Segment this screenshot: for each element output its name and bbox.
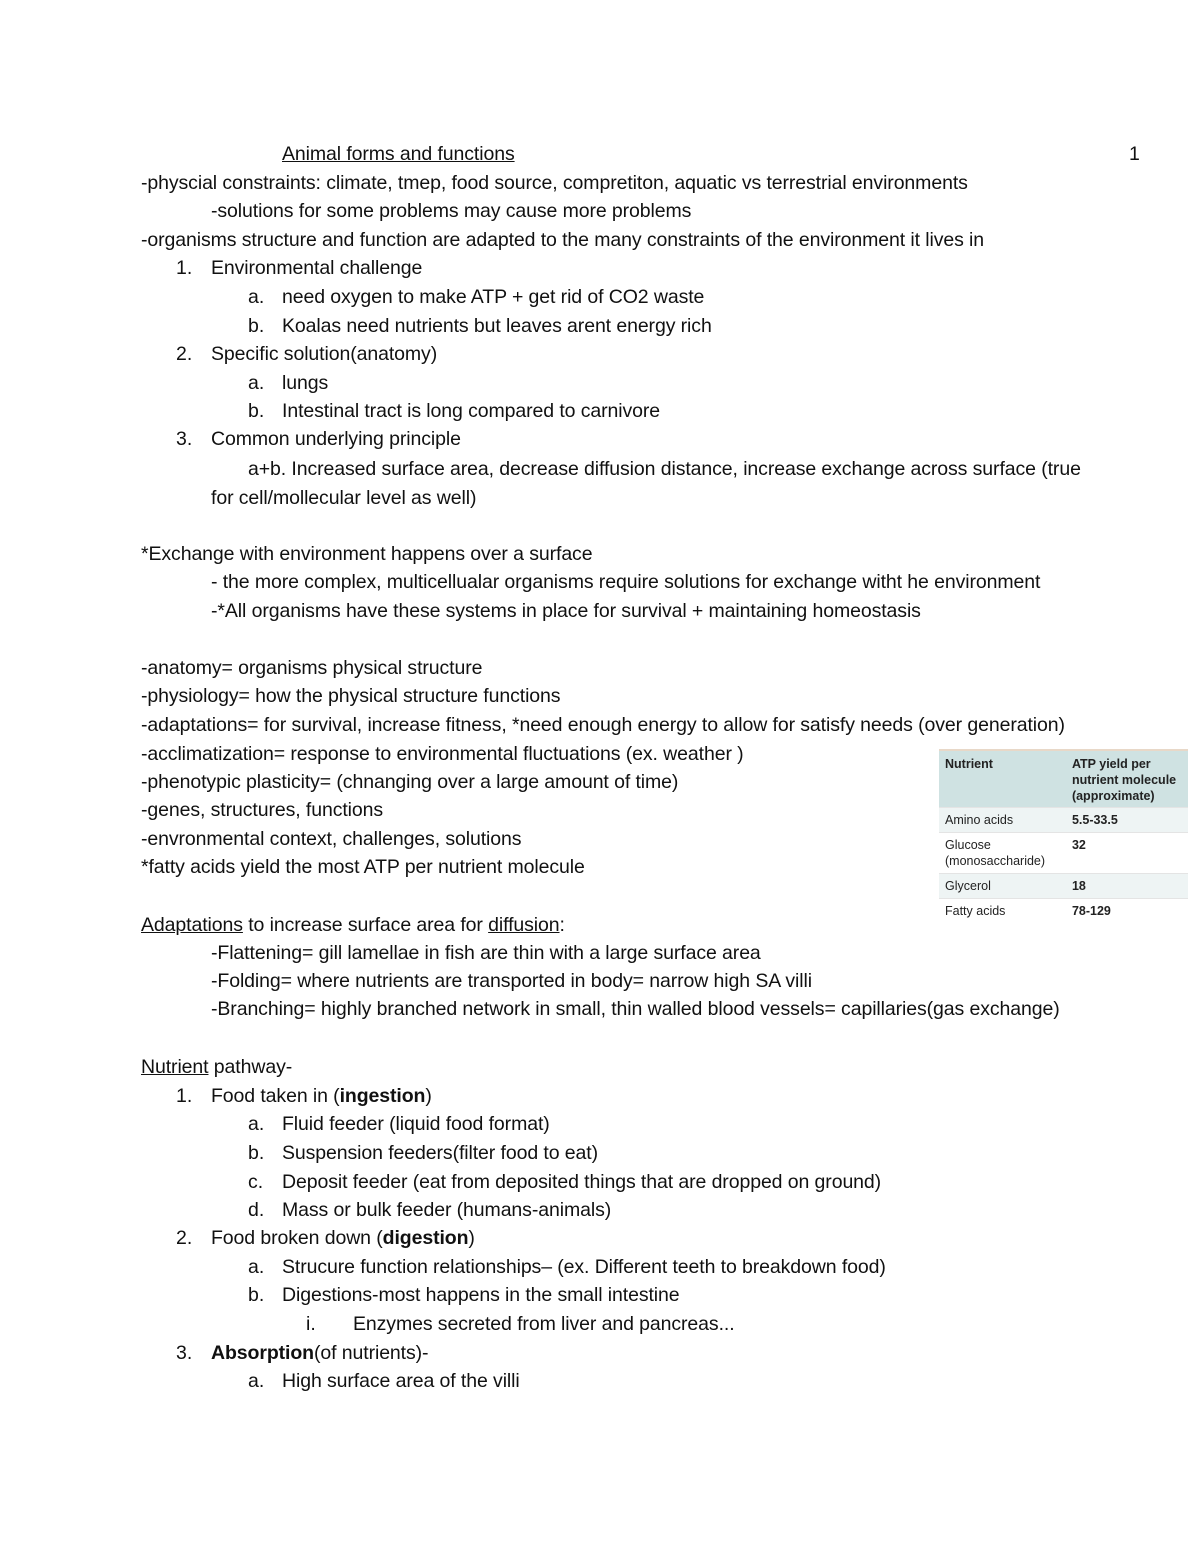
list-item: Specific solution(anatomy) (211, 343, 438, 365)
heading-diffusion: diffusion (488, 914, 560, 936)
list-letter: d. (248, 1199, 265, 1221)
note-line: -physiology= how the physical structure functions (141, 685, 561, 707)
item-text: Food broken down ( (211, 1227, 383, 1249)
list-item: lungs (282, 372, 329, 394)
heading-nutrient: Nutrient (141, 1056, 209, 1078)
list-item: for cell/mollecular level as well) (211, 487, 477, 509)
list-letter: a. (248, 1370, 265, 1392)
item-text: ) (425, 1085, 432, 1107)
table-cell: 5.5-33.5 (1071, 813, 1118, 827)
list-item: Deposit feeder (eat from deposited things that are dropped on ground) (282, 1171, 882, 1193)
list-letter: b. (248, 315, 265, 337)
list-item: Fluid feeder (liquid food format) (282, 1113, 550, 1135)
item-bold: digestion (382, 1227, 469, 1249)
list-letter: b. (248, 400, 265, 422)
table-row (939, 832, 1188, 873)
table-header (939, 749, 1188, 807)
heading-colon: : (559, 914, 565, 936)
item-bold: Absorption (211, 1342, 314, 1364)
list-item (211, 1084, 432, 1108)
section-heading (141, 913, 565, 937)
heading-adaptations: Adaptations (141, 914, 243, 936)
list-number: 3. (176, 1342, 193, 1364)
table-header-cell: ATP yield per nutrient molecule (approximate) (1071, 757, 1177, 803)
list-letter: a. (248, 1113, 265, 1135)
list-number: 1. (176, 1085, 193, 1107)
note-line: -phenotypic plasticity= (chnanging over a large amount of time) (141, 771, 679, 793)
section-heading (141, 1055, 292, 1079)
note-line: -adaptations= for survival, increase fitness, *need enough energy to allow for satisfy needs (over generation) (141, 714, 1065, 736)
table-row (939, 807, 1188, 832)
table-header-cell: Nutrient (945, 757, 993, 771)
list-letter: b. (248, 1284, 265, 1306)
table-cell: 78-129 (1071, 904, 1111, 918)
note-line: -physcial constraints: climate, tmep, food source, compretiton, aquatic vs terrestrial environments (141, 172, 968, 194)
note-line: *Exchange with environment happens over a surface (141, 543, 593, 565)
list-number: 2. (176, 343, 193, 365)
list-item (211, 1226, 475, 1250)
table-row (939, 873, 1188, 898)
list-item: Mass or bulk feeder (humans-animals) (282, 1199, 612, 1221)
list-item: need oxygen to make ATP + get rid of CO2 waste (282, 286, 705, 308)
table-row (939, 898, 1188, 923)
page-title: Animal forms and functions (282, 143, 515, 165)
note-line: -genes, structures, functions (141, 799, 384, 821)
list-number: 2. (176, 1227, 193, 1249)
list-item: Common underlying principle (211, 428, 461, 450)
list-item (211, 1341, 428, 1365)
note-line: -solutions for some problems may cause more problems (211, 200, 692, 222)
list-item: Suspension feeders(filter food to eat) (282, 1142, 598, 1164)
note-line: -*All organisms have these systems in place for survival + maintaining homeostasis (211, 600, 921, 622)
note-line: -Branching= highly branched network in small, thin walled blood vessels= capillaries(gas exchange) (211, 998, 1060, 1020)
list-item: Intestinal tract is long compared to carnivore (282, 400, 661, 422)
list-letter: a. (248, 286, 265, 308)
atp-yield-table (939, 749, 1188, 923)
list-item: Strucure function relationships– (ex. Different teeth to breakdown food) (282, 1256, 886, 1278)
table-cell: Amino acids (945, 813, 1014, 827)
item-text: ) (468, 1227, 475, 1249)
list-letter: c. (248, 1171, 264, 1193)
list-item: High surface area of the villi (282, 1370, 520, 1392)
note-line: - the more complex, multicellualar organisms require solutions for exchange witht he environment (211, 571, 1041, 593)
list-item: a+b. Increased surface area, decrease diffusion distance, increase exchange across surface (true (248, 458, 1081, 480)
list-letter: b. (248, 1142, 265, 1164)
note-line: -anatomy= organisms physical structure (141, 657, 483, 679)
list-letter: a. (248, 372, 265, 394)
list-letter: a. (248, 1256, 265, 1278)
page-number: 1 (1129, 143, 1140, 165)
list-item: Environmental challenge (211, 257, 423, 279)
list-item: Koalas need nutrients but leaves arent energy rich (282, 315, 712, 337)
item-text: (of nutrients)- (313, 1342, 429, 1364)
list-number: 3. (176, 428, 193, 450)
note-line: -Flattening= gill lamellae in fish are thin with a large surface area (211, 942, 761, 964)
note-line: -envronmental context, challenges, solutions (141, 828, 522, 850)
list-item: Digestions-most happens in the small intestine (282, 1284, 680, 1306)
table-cell: Glucose (monosaccharide) (945, 838, 1046, 868)
heading-text: to increase surface area for (242, 914, 489, 936)
list-item: Enzymes secreted from liver and pancreas... (353, 1313, 735, 1335)
table-cell: 32 (1071, 838, 1086, 852)
note-line: -organisms structure and function are adapted to the many constraints of the environment it lives in (141, 229, 985, 251)
list-roman: i. (306, 1313, 316, 1335)
table-cell: Glycerol (945, 879, 991, 893)
table-cell: Fatty acids (945, 904, 1006, 918)
heading-text: pathway- (208, 1056, 293, 1078)
note-line: -acclimatization= response to environmental fluctuations (ex. weather ) (141, 743, 744, 765)
table-cell: 18 (1071, 879, 1086, 893)
item-bold: ingestion (339, 1085, 426, 1107)
note-line: -Folding= where nutrients are transported in body= narrow high SA villi (211, 970, 812, 992)
item-text: Food taken in ( (211, 1085, 340, 1107)
list-number: 1. (176, 257, 193, 279)
note-line: *fatty acids yield the most ATP per nutrient molecule (141, 856, 585, 878)
